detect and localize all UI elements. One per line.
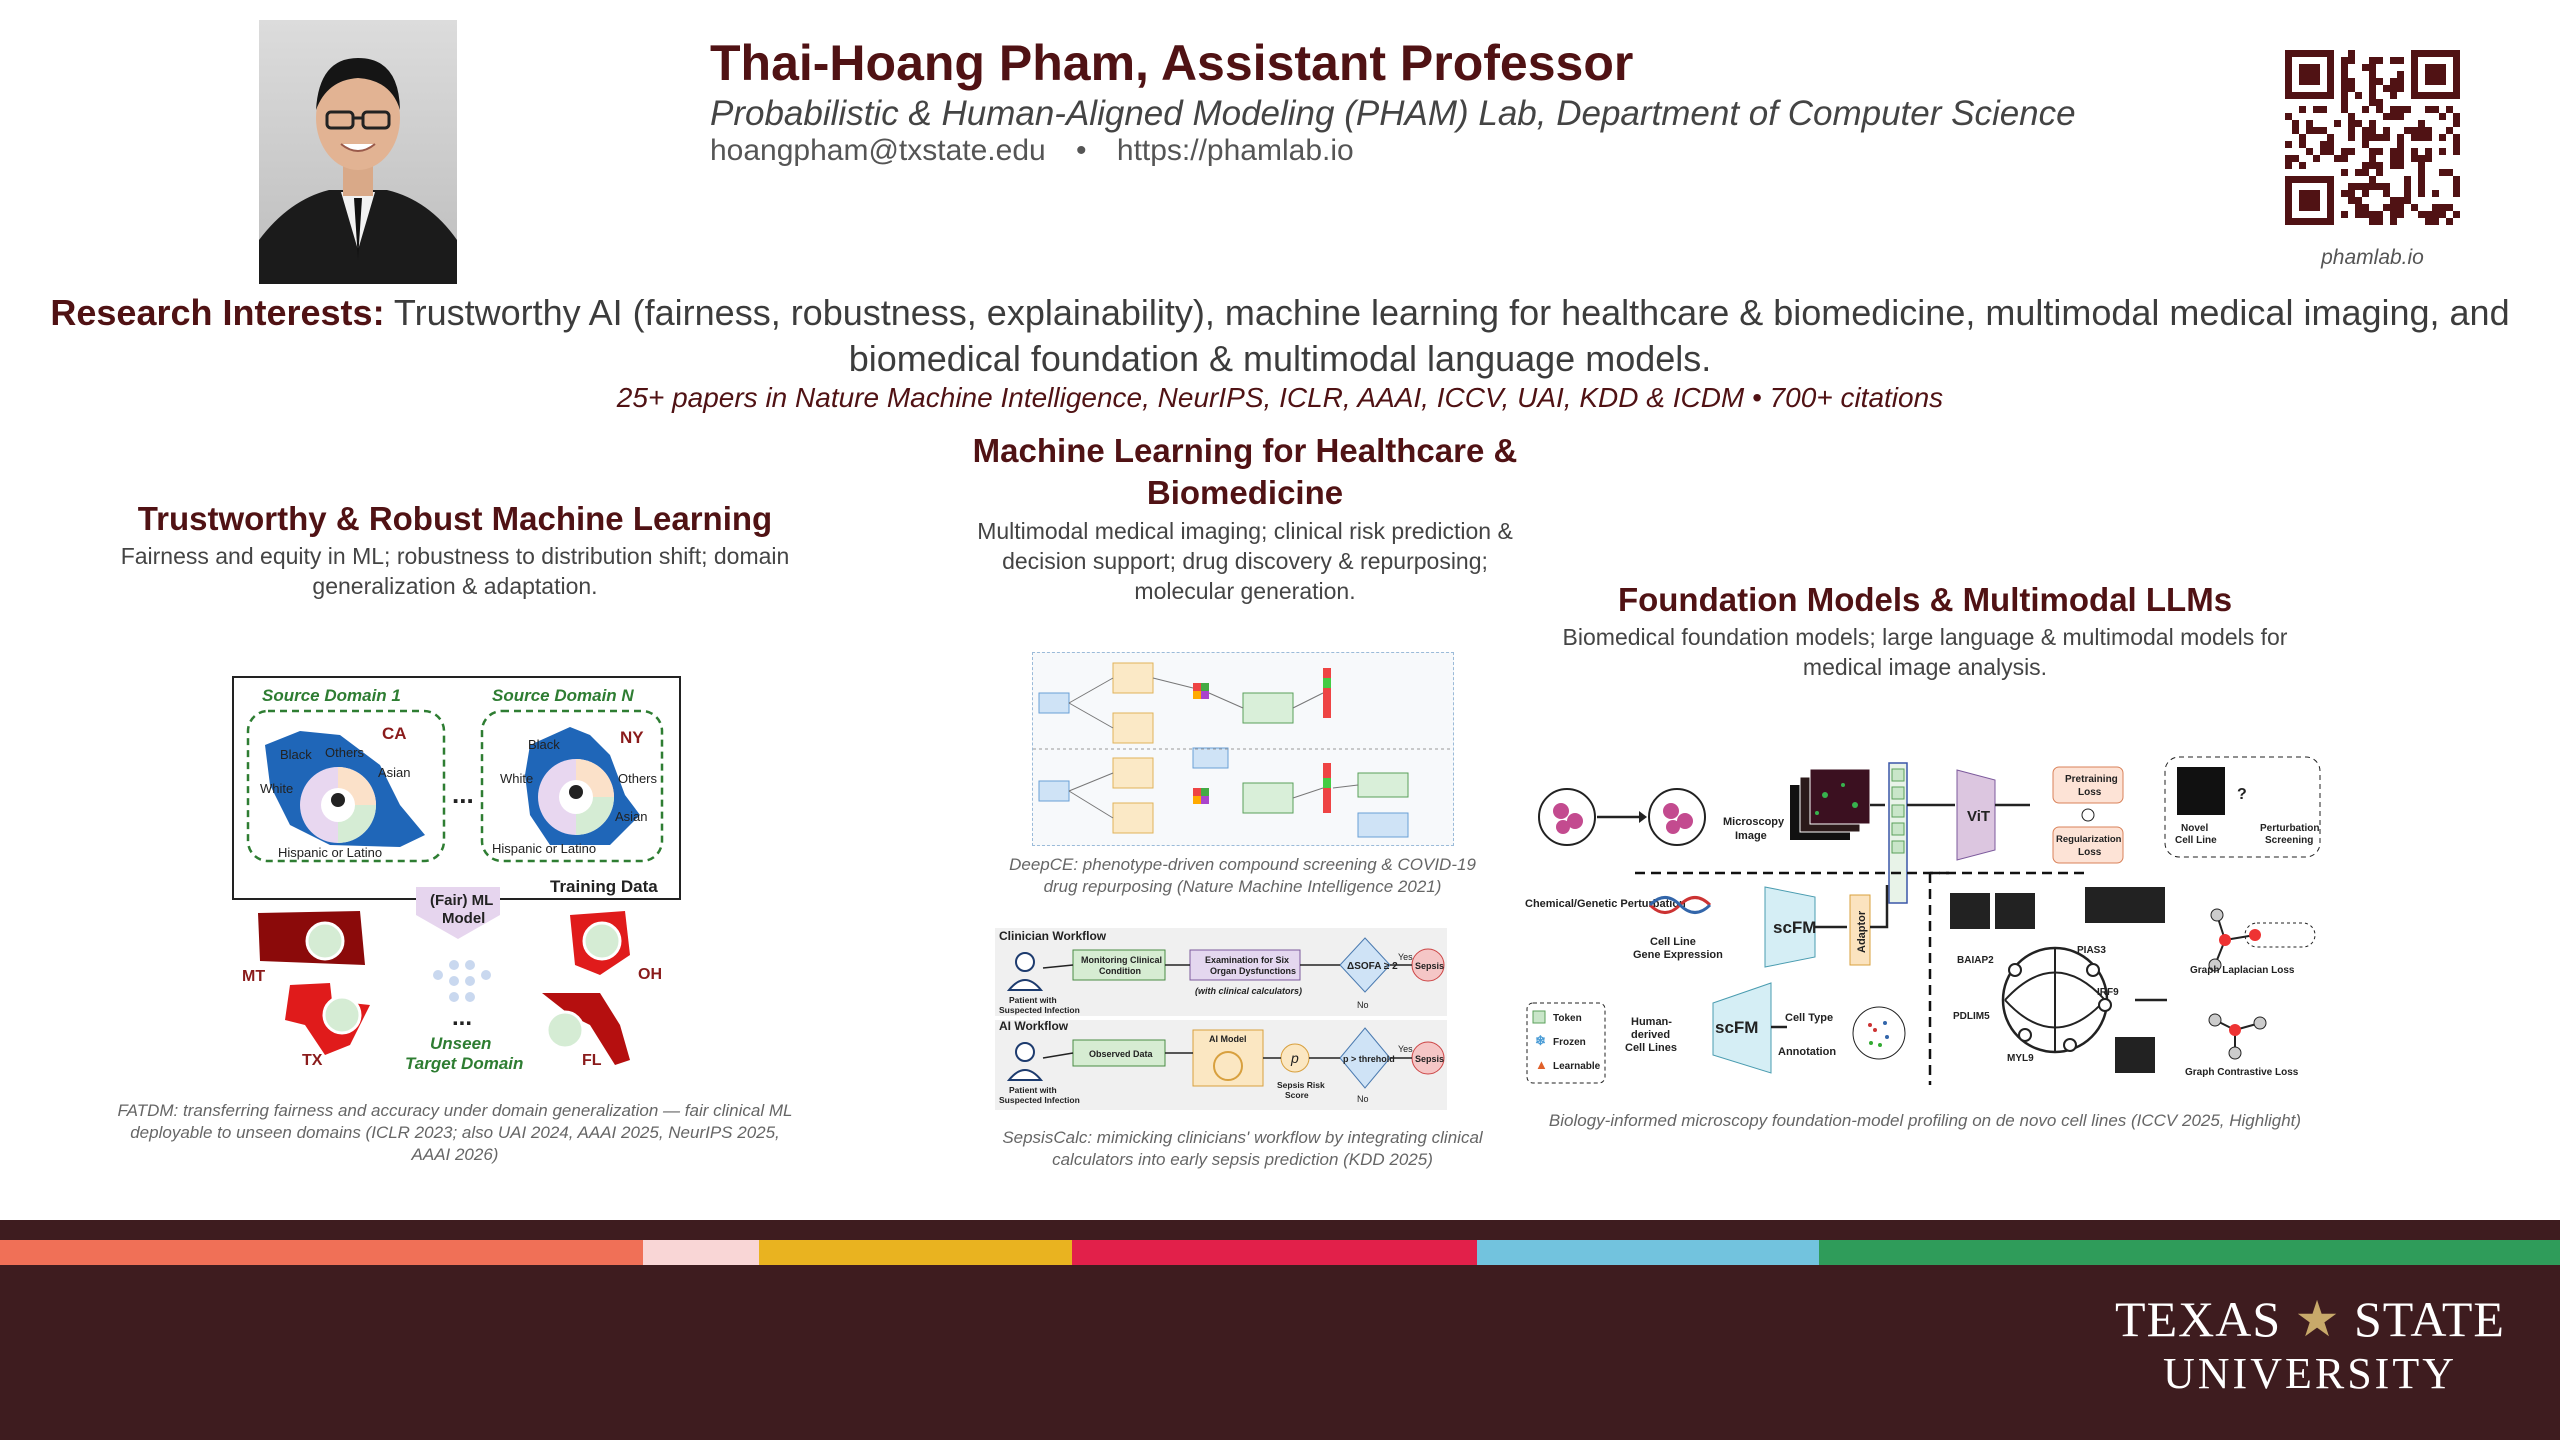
- research-interests: [40, 290, 2520, 382]
- section-desc-healthcare: Multimodal medical imaging; clinical risk prediction & decision support; drug discovery & repurposing; molecular generation.: [977, 518, 1513, 604]
- svg-text:Cell Line: Cell Line: [1650, 936, 1696, 948]
- svg-text:Cell Lines: Cell Lines: [1625, 1042, 1677, 1054]
- svg-text:MT: MT: [242, 968, 266, 985]
- svg-text:Yes: Yes: [1398, 1044, 1413, 1054]
- stripe-segment: [1819, 1240, 2560, 1265]
- svg-text:ViT: ViT: [1967, 808, 1991, 825]
- svg-text:Cell Type: Cell Type: [1785, 1012, 1834, 1024]
- svg-text:Human-: Human-: [1631, 1016, 1672, 1028]
- svg-text:❄: ❄: [1535, 1033, 1546, 1048]
- svg-text:Monitoring Clinical: Monitoring Clinical: [1081, 955, 1162, 965]
- profile-photo: [259, 20, 457, 284]
- caption-foundation: Biology-informed microscopy foundation-model profiling on de novo cell lines (ICCV 2025, Highlight): [1548, 1111, 2302, 1130]
- svg-text:Examination for Six: Examination for Six: [1205, 955, 1290, 965]
- svg-text:Adaptor: Adaptor: [1856, 910, 1868, 953]
- separator: •: [1076, 134, 1087, 167]
- svg-text:Others: Others: [325, 745, 365, 760]
- svg-text:FL: FL: [582, 1052, 602, 1069]
- publication-summary: 25+ papers in Nature Machine Intelligence, NeurIPS, ICLR, AAAI, ICCV, UAI, KDD & ICDM • 700+ citations: [616, 382, 1944, 413]
- source-domain-n-label: Source Domain N: [492, 686, 634, 705]
- svg-text:Model: Model: [442, 910, 486, 927]
- svg-text:TX: TX: [302, 1052, 323, 1069]
- svg-text:p: p: [1291, 1050, 1299, 1066]
- svg-text:Suspected Infection: Suspected Infection: [999, 1005, 1080, 1015]
- svg-text:Black: Black: [280, 747, 312, 762]
- interests-label: Research Interests:: [50, 292, 385, 333]
- qr-code-icon[interactable]: [2285, 50, 2460, 225]
- svg-text:Others: Others: [618, 771, 658, 786]
- fatdm-figure: [230, 675, 690, 1075]
- svg-text:Suspected Infection: Suspected Infection: [999, 1095, 1080, 1105]
- svg-text:ΔSOFA ≥ 2: ΔSOFA ≥ 2: [1347, 961, 1398, 972]
- svg-text:Target Domain: Target Domain: [405, 1054, 524, 1073]
- svg-text:Novel: Novel: [2181, 823, 2209, 834]
- logo-university: UNIVERSITY: [2163, 1349, 2457, 1398]
- svg-text:AI Model: AI Model: [1209, 1034, 1247, 1044]
- svg-text:(with clinical calculators): (with clinical calculators): [1195, 986, 1303, 996]
- email-link[interactable]: hoangpham@txstate.edu: [710, 134, 1046, 167]
- svg-text:Organ Dysfunctions: Organ Dysfunctions: [1210, 966, 1297, 976]
- svg-text:Screening: Screening: [2265, 835, 2314, 846]
- qr-label: phamlab.io: [2321, 246, 2424, 269]
- svg-text:CA: CA: [382, 724, 407, 743]
- svg-text:PIAS3: PIAS3: [2077, 945, 2106, 956]
- svg-text:Token: Token: [1553, 1013, 1582, 1024]
- caption-deepce: DeepCE: phenotype-driven compound screening & COVID-19 drug repurposing (Nature Machine Intelligence 2021): [1009, 855, 1476, 896]
- caption-fatdm: FATDM: transferring fairness and accuracy under domain generalization — fair clinical ML deployable to unseen domains (ICLR 2023; also UAI 2024, AAAI 2025, NeurIPS 2025, AAAI 2026): [117, 1101, 793, 1164]
- svg-text:Observed Data: Observed Data: [1089, 1049, 1153, 1059]
- gene-expression-label: Gene Expression: [1633, 949, 1723, 961]
- svg-text:Patient with: Patient with: [1009, 1085, 1057, 1095]
- svg-text:Yes: Yes: [1398, 952, 1413, 962]
- svg-text:Unseen: Unseen: [430, 1034, 492, 1053]
- svg-text:Image: Image: [1735, 830, 1767, 842]
- svg-text:Clinician Workflow: Clinician Workflow: [999, 929, 1107, 943]
- contact-line: [710, 134, 1354, 168]
- svg-text:Annotation: Annotation: [1778, 1046, 1837, 1058]
- svg-text:p > threhold: p > threhold: [1343, 1054, 1395, 1064]
- svg-text:Patient with: Patient with: [1009, 995, 1057, 1005]
- svg-text:▲: ▲: [1535, 1057, 1548, 1072]
- svg-text:PDLIM5: PDLIM5: [1953, 1011, 1990, 1022]
- star-icon: ★: [2294, 1291, 2341, 1347]
- svg-text:Regularization: Regularization: [2056, 834, 2122, 845]
- svg-text:scFM: scFM: [1773, 918, 1817, 937]
- svg-text:White: White: [260, 781, 294, 796]
- svg-text:Hispanic or Latino: Hispanic or Latino: [492, 841, 597, 856]
- deepce-figure: [1032, 652, 1454, 846]
- svg-text:Training Data: Training Data: [550, 877, 658, 896]
- svg-text:AI Workflow: AI Workflow: [999, 1019, 1069, 1033]
- svg-text:Sepsis: Sepsis: [1415, 961, 1445, 971]
- svg-text:Learnable: Learnable: [1553, 1061, 1601, 1072]
- svg-text:Pretraining: Pretraining: [2065, 774, 2118, 785]
- svg-text:No: No: [1357, 1094, 1369, 1104]
- svg-text:Frozen: Frozen: [1553, 1037, 1586, 1048]
- svg-text:scFM: scFM: [1715, 1018, 1759, 1037]
- sepsiscalc-figure: [995, 928, 1447, 1110]
- svg-text:Asian: Asian: [615, 809, 648, 824]
- stripe-segment: [1072, 1240, 1477, 1265]
- website-link[interactable]: https://phamlab.io: [1116, 134, 1354, 167]
- svg-text:Perturbation: Perturbation: [2260, 823, 2320, 834]
- svg-text:IRF9: IRF9: [2097, 987, 2119, 998]
- stripe-segment: [1477, 1240, 1819, 1265]
- svg-text:BAIAP2: BAIAP2: [1957, 955, 1994, 966]
- svg-text:Asian: Asian: [378, 765, 411, 780]
- stripe-segment: [643, 1240, 759, 1265]
- svg-text:Loss: Loss: [2078, 847, 2102, 858]
- svg-text:Condition: Condition: [1099, 966, 1141, 976]
- svg-text:...: ...: [452, 779, 474, 809]
- svg-text:Black: Black: [528, 737, 560, 752]
- svg-text:?: ?: [2237, 786, 2247, 803]
- svg-text:NY: NY: [620, 728, 644, 747]
- svg-text:Graph Laplacian Loss: Graph Laplacian Loss: [2190, 965, 2295, 976]
- stripe-segment: [759, 1240, 1072, 1265]
- color-stripe: [0, 1240, 2560, 1265]
- source-domain-1-label: Source Domain 1: [262, 686, 401, 705]
- page-title: Thai-Hoang Pham, Assistant Professor: [710, 35, 1634, 91]
- svg-text:derived: derived: [1631, 1029, 1671, 1041]
- section-title-trustworthy: Trustworthy & Robust Machine Learning: [137, 500, 773, 537]
- university-logo: [2100, 1290, 2520, 1399]
- svg-text:Cell Line: Cell Line: [2175, 835, 2217, 846]
- svg-text:Score: Score: [1285, 1090, 1309, 1100]
- model-label: (Fair) ML: [430, 892, 494, 909]
- section-title-foundation: Foundation Models & Multimodal LLMs: [1617, 581, 2233, 618]
- svg-text:OH: OH: [638, 966, 662, 983]
- section-desc-trustworthy: Fairness and equity in ML; robustness to distribution shift; domain generalization & adaptation.: [120, 543, 790, 599]
- svg-text:White: White: [500, 771, 534, 786]
- lab-name: Probabilistic & Human-Aligned Modeling (PHAM) Lab, Department of Computer Science: [710, 94, 2076, 133]
- logo-state: STATE: [2353, 1291, 2505, 1347]
- svg-text:Hispanic or Latino: Hispanic or Latino: [278, 845, 383, 860]
- svg-text:...: ...: [452, 1004, 473, 1031]
- svg-text:Sepsis: Sepsis: [1415, 1054, 1445, 1064]
- svg-text:Microscopy: Microscopy: [1723, 816, 1785, 828]
- section-title-healthcare: Machine Learning for Healthcare & Biomedicine: [972, 432, 1518, 511]
- svg-text:Chemical/Genetic Perturbation: Chemical/Genetic Perturbation: [1525, 898, 1686, 910]
- svg-text:No: No: [1357, 1000, 1369, 1010]
- logo-texas: TEXAS: [2115, 1291, 2282, 1347]
- svg-text:Sepsis Risk: Sepsis Risk: [1277, 1080, 1325, 1090]
- foundation-figure: [1525, 755, 2325, 1090]
- stripe-segment: [0, 1240, 643, 1265]
- section-desc-foundation: Biomedical foundation models; large language & multimodal models for medical image analysis.: [1562, 624, 2288, 680]
- svg-text:MYL9: MYL9: [2007, 1053, 2034, 1064]
- caption-sepsiscalc: SepsisCalc: mimicking clinicians' workflow by integrating clinical calculators into early sepsis prediction (KDD 2025): [1002, 1128, 1483, 1169]
- svg-text:Graph Contrastive Loss: Graph Contrastive Loss: [2185, 1067, 2299, 1078]
- interests-text: Trustworthy AI (fairness, robustness, explainability), machine learning for healthcare & biomedicine, multimodal medical imaging, and biomedical foundation & multimodal language models.: [393, 292, 2510, 379]
- svg-text:Loss: Loss: [2078, 787, 2102, 798]
